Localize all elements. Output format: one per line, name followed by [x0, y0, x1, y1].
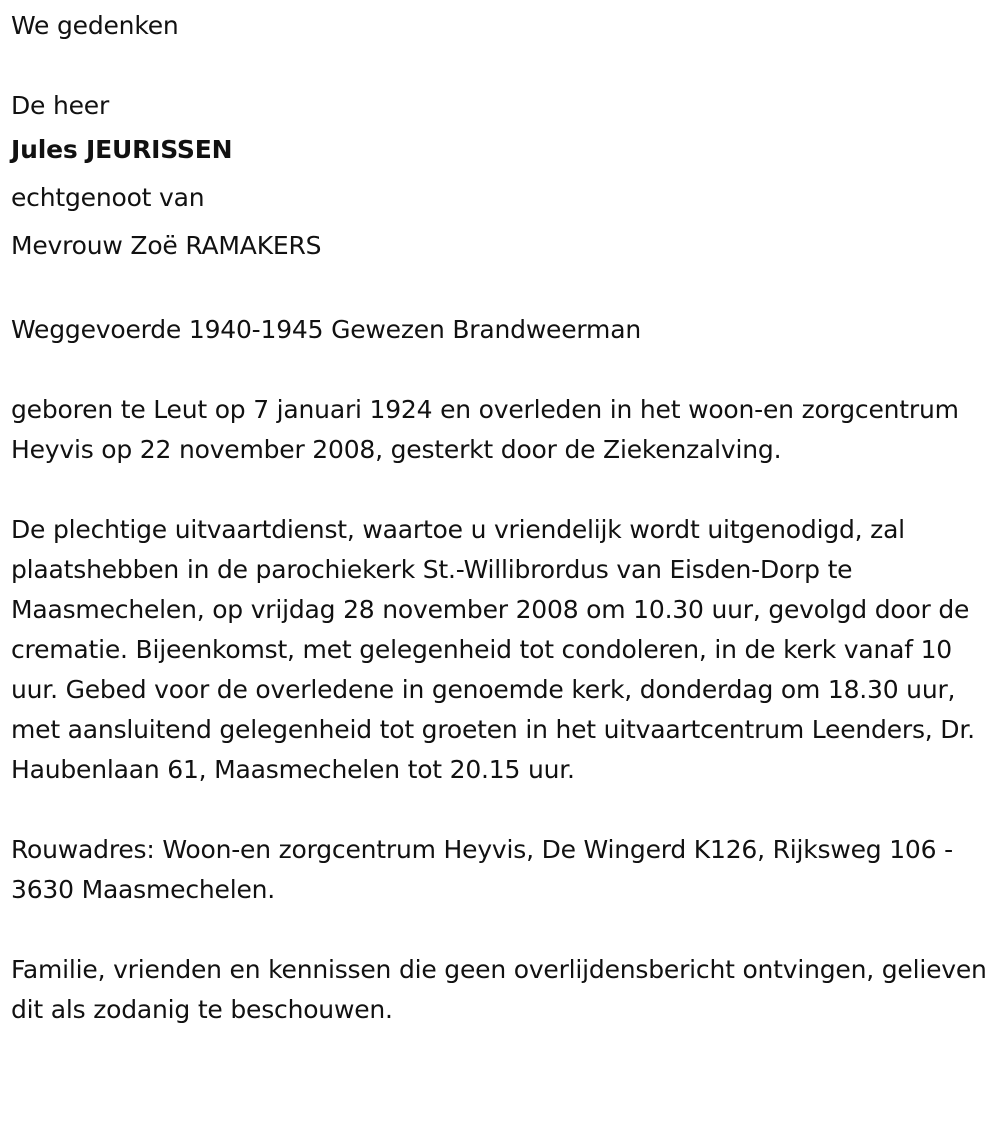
spacer	[11, 790, 989, 830]
relation-text: echtgenoot van	[11, 183, 205, 212]
occupation-text: Weggevoerde 1940-1945 Gewezen Brandweerman	[11, 315, 641, 344]
spacer	[11, 46, 989, 86]
birth-death-paragraph: geboren te Leut op 7 januari 1924 en overleden in het woon-en zorgcentrum Heyvis op 22 november 2008, gesterkt door de Ziekenzalving.	[11, 395, 959, 464]
funeral-service-paragraph: De plechtige uitvaartdienst, waartoe u vriendelijk wordt uitgenodigd, zal plaatshebben in de parochiekerk St.-Willibrordus van Eisden-Dorp te Maasmechelen, op vrijdag 28 november 2008 om 10.30 uur, gevolgd door de crematie. Bijeenkomst, met gelegenheid tot condoleren, in de kerk vanaf 10 uur. Gebed voor de overledene in genoemde kerk, donderdag om 18.30 uur, met aansluitend gelegenheid tot groeten in het uitvaartcentrum Leenders, Dr. Haubenlaan 61, Maasmechelen tot 20.15 uur.	[11, 515, 975, 784]
spouse-name: Mevrouw Zoë RAMAKERS	[11, 231, 322, 260]
honorific: De heer	[11, 91, 110, 120]
spacer	[11, 470, 989, 510]
closing-paragraph: Familie, vrienden en kennissen die geen overlijdensbericht ontvingen, gelieven dit als zodanig te beschouwen.	[11, 955, 987, 1024]
mourning-address-paragraph: Rouwadres: Woon-en zorgcentrum Heyvis, De Wingerd K126, Rijksweg 106 - 3630 Maasmechelen.	[11, 835, 953, 904]
spacer	[11, 910, 989, 950]
deceased-name: Jules JEURISSEN	[11, 135, 233, 164]
heading: We gedenken	[11, 11, 179, 40]
obituary-document	[11, 6, 989, 1030]
spacer	[11, 350, 989, 390]
spacer	[11, 270, 989, 310]
